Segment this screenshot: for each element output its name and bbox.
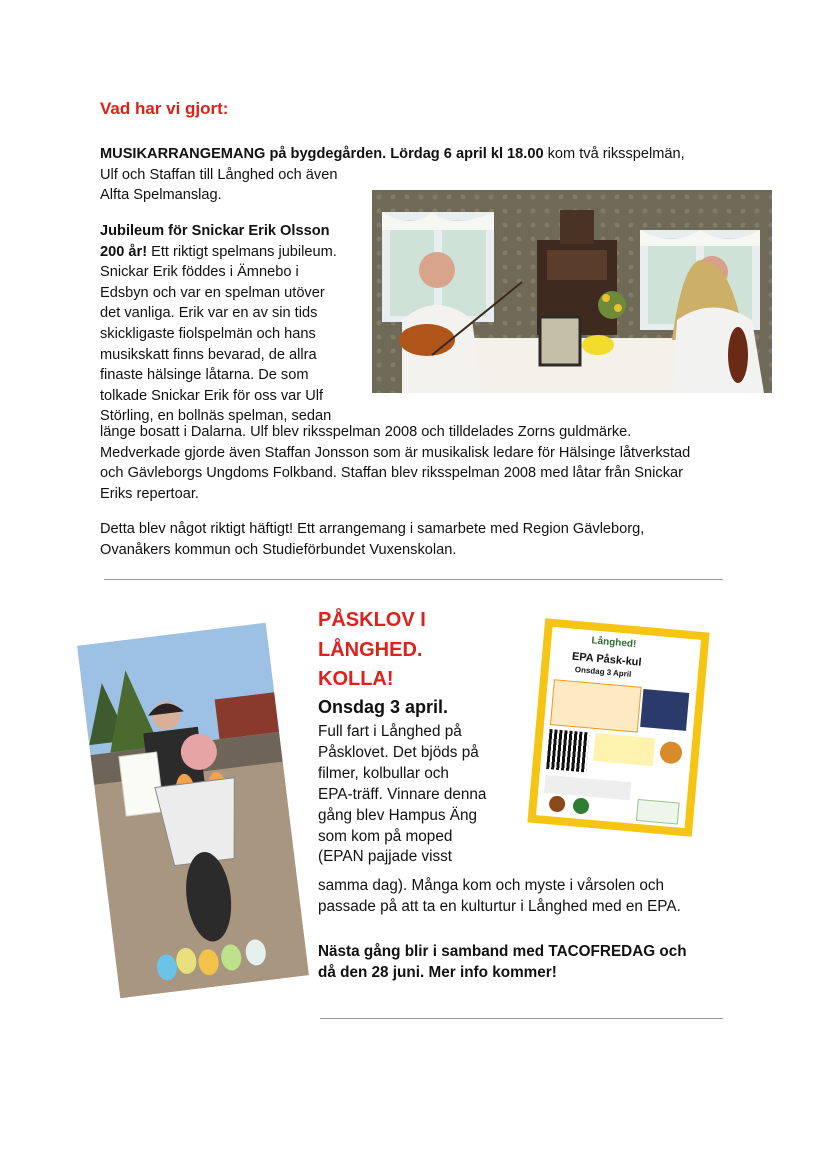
pancake-icon [659,741,683,765]
event-date: Onsdag 3 april. [318,697,449,717]
concert-text-line: Alfta Spelmanslag. [100,187,222,204]
easter-text [318,722,528,868]
jubilee-line: Störling, en bollnäs spelman, sedan [100,408,332,425]
poster-sponsor-box [636,799,680,825]
jubilee-line: Eriks repertoar. [100,485,199,502]
epa-poster [527,618,709,837]
jubilee-title-part2: 200 år! [100,243,148,260]
jubilee-line: Snickar Erik föddes i Ämnebo i [100,264,299,281]
jubilee-line: Edsbyn och var en spelman utöver [100,284,325,301]
poster-date: Onsdag 3 April [574,664,632,679]
summary-line: Detta blev något riktigt häftigt! Ett arrangemang i samarbete med Region Gävleborg, [100,521,645,537]
poster-logo-icon [548,795,565,812]
concert-title: MUSIKARRANGEMANG på bygdegården. Lördag 6 april kl 18.00 [100,146,544,162]
easter-text-line: Full fart i Långhed på [318,723,462,740]
poster-title: EPA Påsk-kul [571,650,642,669]
concert-text-line: Ulf och Staffan till Långhed och även [100,166,338,183]
easter-text-line: filmer, kolbullar och [318,764,449,782]
paragraph-jubilee [100,221,370,427]
jubilee-line: finaste hälsinge låtarna. De som [100,367,309,384]
section-heading: Vad har vi gjort: [100,99,229,118]
jubilee-line: skickligaste fiolspelmän och hans [100,325,316,342]
jubilee-text: Ett riktigt spelmans jubileum. [147,243,337,260]
easter-text-line: som kom på moped [318,827,453,845]
poster-note-box [593,733,655,766]
easter-text-line: gång blev Hampus Äng [318,806,478,824]
jubilee-line: länge bosatt i Dalarna. Ulf blev riksspelman 2008 och tilldelades Zorns guldmärke. [100,424,632,440]
jubilee-line: det vanliga. Erik var en av sin tids [100,305,318,322]
moped-photo [77,623,309,999]
jubilee-title: Jubileum för Snickar Erik Olsson [100,223,330,239]
next-event-text [318,942,738,984]
divider [320,1018,723,1019]
jubilee-line: tolkade Snickar Erik för oss var Ulf [100,387,324,404]
easter-text-continued [318,876,738,918]
jubilee-line: musikskatt finns bevarad, de allra [100,346,317,363]
jubilee-line: och Gävleborgs Ungdoms Folkband. Staffan blev riksspelman 2008 med låtar från Snickar [100,465,683,482]
easter-heading-line: LÅNGHED. [318,638,423,661]
poster-info-box [550,679,642,732]
easter-text-line: Påsklovet. Det bjöds på [318,743,479,761]
easter-heading-line: KOLLA! [318,668,394,690]
jubilee-line: Medverkade gjorde även Staffan Jonsson som är musikalisk ledare för Hälsinge låtverkstad [100,444,691,461]
next-event-line: då den 28 juni. Mer info kommer! [318,963,557,981]
easter-text-line: (EPAN pajjade visst [318,848,453,866]
summary-line: Ovanåkers kommun och Studieförbundet Vuxenskolan. [100,541,457,558]
easter-heading [318,606,426,695]
poster-logo-icon [572,797,589,814]
easter-text-line: EPA-träff. Vinnare denna [318,785,487,803]
divider [104,579,723,580]
paragraph-jubilee-continued [100,422,740,504]
concert-text: kom två riksspelmän, [543,146,685,162]
qr-code-icon [546,729,589,772]
paragraph-summary [100,519,740,560]
easter-heading-line: PÅSKLOV I [318,609,426,631]
easter-text-line: passade på att ta en kulturtur i Långhed med en EPA. [318,897,681,915]
next-event-line: Nästa gång blir i samband med TACOFREDAG och [318,943,687,960]
poster-photo [640,689,689,731]
musicians-photo [372,190,772,393]
poster-brand: Långhed! [590,635,637,651]
easter-text-line: samma dag). Många kom och myste i vårsolen och [318,877,665,894]
